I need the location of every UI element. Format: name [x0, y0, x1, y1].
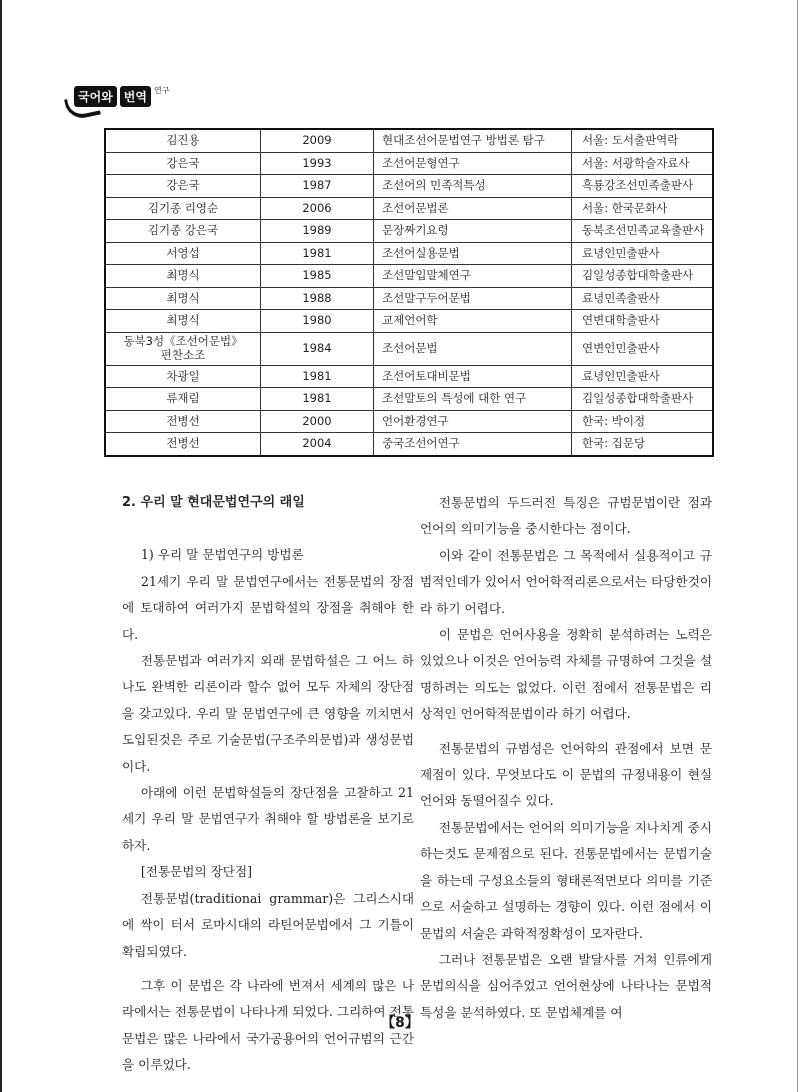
- publisher-cell: 서울: 서광학술자료사: [572, 152, 714, 175]
- author-cell: 서영섭: [105, 242, 261, 265]
- year-cell: 1980: [261, 310, 374, 333]
- author-cell: 김기종 리영순: [105, 197, 261, 220]
- title-cell: 조선말구두어문법: [374, 287, 572, 310]
- year-cell: 1989: [261, 220, 374, 243]
- page-number: 【8】: [381, 1015, 419, 1031]
- page-edge-right: [797, 0, 798, 1092]
- publisher-cell: 김일성종합대학출판사: [572, 388, 714, 411]
- left-column: [122, 490, 414, 1079]
- title-cell: 조선어문법: [374, 332, 572, 365]
- title-cell: 현대조선어문법연구 방법론 탐구: [374, 129, 572, 152]
- journal-logo: [70, 82, 169, 110]
- year-cell: 1993: [261, 152, 374, 175]
- logo-part1: 국어와: [74, 86, 117, 107]
- subsection-title: 1) 우리 말 문법연구의 방법론: [140, 547, 304, 563]
- title-cell: 조선어문법론: [374, 197, 572, 220]
- author-cell: 동북3성《조선어문법》 편찬소조: [105, 332, 261, 365]
- paragraph: 전통문법에서는 언어의 의미기능을 지나치게 중시하는것도 문제점으로 된다. 전통문법에서는 문법기술을 하는데 구성요소들의 형태론적면보다 의미를 기준으로 서술하고 설명하는 경향이 있다. 이런 점에서 이 문법의 서술은 과학적정확성이 모자란다.: [420, 819, 712, 941]
- publisher-cell: 료녕인민출판사: [572, 242, 714, 265]
- bibliography-table: [104, 128, 714, 457]
- author-cell: 최명식: [105, 287, 261, 310]
- author-cell: 최명식: [105, 310, 261, 333]
- paragraph: 아래에 이런 문법학설들의 장단점을 고찰하고 21세기 우리 말 문법연구가 취해야 할 방법론을 보기로 하자.: [122, 785, 414, 853]
- table-row: [105, 433, 713, 456]
- title-cell: 조선어토대비문법: [374, 365, 572, 388]
- year-cell: 1981: [261, 365, 374, 388]
- table-row: [105, 332, 713, 365]
- author-cell: 차광일: [105, 365, 261, 388]
- publisher-cell: 한국: 박이정: [572, 410, 714, 433]
- logo-mark: 연구: [153, 85, 170, 95]
- publisher-cell: 연변대학출판사: [572, 310, 714, 333]
- author-cell: 강은국: [105, 152, 261, 175]
- year-cell: 1988: [261, 287, 374, 310]
- table-row: [105, 152, 713, 175]
- table-row: [105, 310, 713, 333]
- year-cell: 2004: [261, 433, 374, 456]
- publisher-cell: 연변인민출판사: [572, 332, 714, 365]
- table-row: [105, 242, 713, 265]
- author-cell: 류재림: [105, 388, 261, 411]
- table-row: [105, 220, 713, 243]
- paragraph: 이 문법은 언어사용을 정확히 분석하려는 노력은 있었으나 이것은 언어능력 자체를 규명하여 그것을 설명하려는 의도는 없었다. 이런 점에서 전통문법은 리상적인 언어학적문법이라 하기 어렵다.: [420, 627, 712, 722]
- table-row: [105, 287, 713, 310]
- title-cell: 언어환경연구: [374, 410, 572, 433]
- title-cell: 교제언어학: [374, 310, 572, 333]
- author-cell: 강은국: [105, 175, 261, 198]
- paragraph: 전통문법과 여러가지 외래 문법학설은 그 어느 하나도 완벽한 리론이라 할수 없어 모두 자체의 장단점을 갖고있다. 우리 말 문법연구에 큰 영향을 끼치면서 도입된것은 주로 기술문법(구조주의문법)과 생성문법이다.: [122, 653, 414, 774]
- title-cell: 조선어실용문법: [374, 242, 572, 265]
- publisher-cell: 서울: 도서출판역락: [572, 129, 714, 152]
- year-cell: 1981: [261, 388, 374, 411]
- year-cell: 2006: [261, 197, 374, 220]
- right-column: [420, 490, 712, 1026]
- author-cell: 김진용: [105, 129, 261, 152]
- publisher-cell: 한국: 집문당: [572, 433, 714, 456]
- paragraph: 전통문법의 두드러진 특징은 규범문법이란 점과 언어의 의미기능을 중시한다는 점이다.: [420, 495, 712, 537]
- year-cell: 1981: [261, 242, 374, 265]
- author-cell: 전병선: [105, 410, 261, 433]
- logo-part2: 번역: [120, 86, 151, 107]
- page-edge-left: [0, 0, 2, 1092]
- title-cell: 조선말입말체연구: [374, 265, 572, 288]
- table-row: [105, 265, 713, 288]
- year-cell: 1985: [261, 265, 374, 288]
- publisher-cell: 김일성종합대학출판사: [572, 265, 714, 288]
- paragraph: 21세기 우리 말 문법연구에서는 전통문법의 장점에 토대하여 여러가지 문법학설의 장점을 취해야 한다.: [122, 573, 414, 642]
- table-row: [105, 365, 713, 388]
- paragraph: 그러나 전통문법은 오랜 발달사를 거쳐 인류에게 문법의식을 심어주었고 언어현상에 나타나는 문법적특성을 분석하였다. 또 문법체계를 여: [420, 951, 712, 1020]
- table-row: [105, 197, 713, 220]
- year-cell: 1984: [261, 332, 374, 365]
- table-row: [105, 175, 713, 198]
- paragraph: 전통문법(traditionai grammar)은 그리스시대에 싹이 터서 로마시대의 라틴어문법에서 그 기틀이 확립되였다.: [122, 890, 414, 959]
- publisher-cell: 료녕인민출판사: [572, 365, 714, 388]
- table-row: [105, 388, 713, 411]
- title-cell: 문장짜기요령: [374, 220, 572, 243]
- year-cell: 2000: [261, 410, 374, 433]
- paragraph: 이와 같이 전통문법은 그 목적에서 실용적이고 규범적인데가 있어서 언어학적리론으로서는 타당한것이라 하기 어렵다.: [420, 547, 712, 616]
- publisher-cell: 동북조선민족교육출판사: [572, 220, 714, 243]
- title-cell: 조선어문형연구: [374, 152, 572, 175]
- table-row: [105, 129, 713, 152]
- publisher-cell: 흑룡강조선민족출판사: [572, 175, 714, 198]
- year-cell: 1987: [261, 175, 374, 198]
- paragraph: 그후 이 문법은 각 나라에 번져서 세계의 많은 나라에서는 전통문법이 나타나게 되었다. 그리하여 전통문법은 많은 나라에서 국가공용어의 언어규범의 근간을 이루었다.: [122, 977, 414, 1073]
- author-cell: 최명식: [105, 265, 261, 288]
- author-cell: 전병선: [105, 433, 261, 456]
- subheading: [전통문법의 장단점]: [140, 864, 253, 880]
- title-cell: 조선어의 민족적특성: [374, 175, 572, 198]
- title-cell: 중국조선어연구: [374, 433, 572, 456]
- table-row: [105, 410, 713, 433]
- paragraph: 전통문법의 규범성은 언어학의 관점에서 보면 문제점이 있다. 무엇보다도 이 문법의 규정내용이 현실언어와 동떨어질수 있다.: [420, 740, 712, 809]
- title-cell: 조선말토의 특성에 대한 연구: [374, 388, 572, 411]
- publisher-cell: 서울: 한국문화사: [572, 197, 714, 220]
- section-heading: 2. 우리 말 현대문법연구의 래일: [122, 495, 305, 510]
- year-cell: 2009: [261, 129, 374, 152]
- author-cell: 김기종 강은국: [105, 220, 261, 243]
- publisher-cell: 료녕민족출판사: [572, 287, 714, 310]
